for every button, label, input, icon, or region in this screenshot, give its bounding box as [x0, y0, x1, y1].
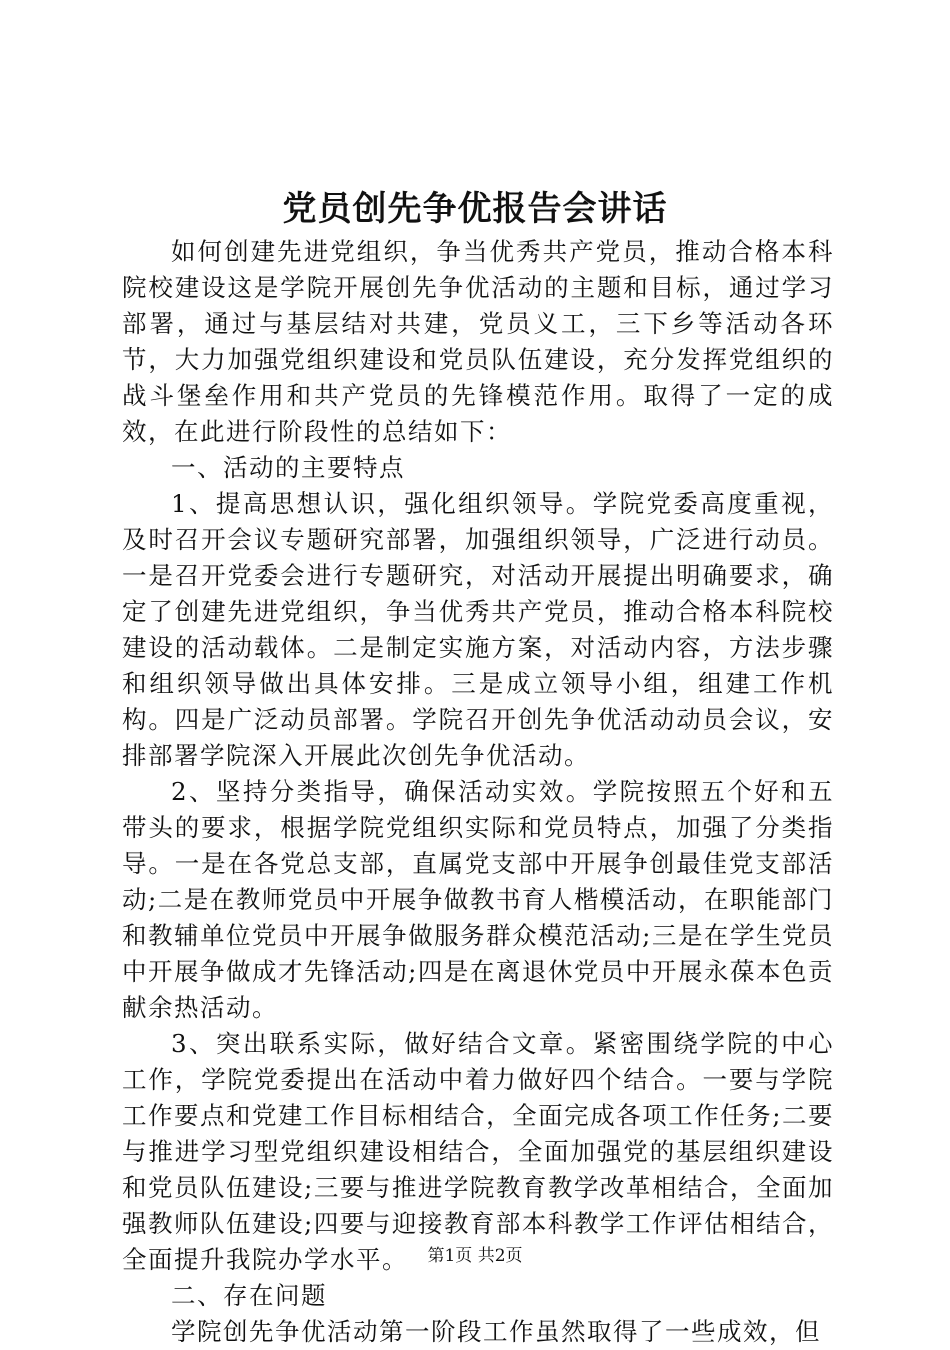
- section-heading-problems: 二、存在问题: [171, 1281, 327, 1310]
- intro-paragraph: 如何创建先进党组织，争当优秀共产党员，推动合格本科院校建设这是学院开展创先争优活动的主题和目标，通过学习部署，通过与基层结对共建，党员义工，三下乡等活动各环节，大力加强党组织建设和党员队伍建设，充分发挥党组织的战斗堡垒作用和共产党员的先锋模范作用。取得了一定的成效，在此进行阶段性的总结如下：: [122, 237, 834, 446]
- document-title: 党员创先争优报告会讲话: [282, 189, 668, 229]
- feature-paragraph-3: 3、突出联系实际，做好结合文章。紧密围绕学院的中心工作，学院党委提出在活动中着力做好四个结合。一要与学院工作要点和党建工作目标相结合，全面完成各项工作任务;二要与推进学习型党组织建设相结合，全面加强党的基层组织建设和党员队伍建设;三要与推进学院教育教学改革相结合，全面加强教师队伍建设;四要与迎接教育部本科教学工作评估相结合，全面提升我院办学水平。: [122, 1029, 834, 1274]
- document-body: [122, 234, 834, 1350]
- problems-paragraph: 学院创先争优活动第一阶段工作虽然取得了一些成效，但: [171, 1317, 821, 1346]
- section-heading-features: 一、活动的主要特点: [171, 453, 405, 482]
- feature-paragraph-1: 1、提高思想认识，强化组织领导。学院党委高度重视，及时召开会议专题研究部署，加强组织领导，广泛进行动员。一是召开党委会进行专题研究，对活动开展提出明确要求，确定了创建先进党组织，争当优秀共产党员，推动合格本科院校建设的活动载体。二是制定实施方案，对活动内容，方法步骤和组织领导做出具体安排。三是成立领导小组，组建工作机构。四是广泛动员部署。学院召开创先争优活动动员会议，安排部署学院深入开展此次创先争优活动。: [122, 489, 834, 770]
- page-footer: 第1页 共2页: [427, 1246, 523, 1266]
- feature-paragraph-2: 2、坚持分类指导，确保活动实效。学院按照五个好和五带头的要求，根据学院党组织实际和党员特点，加强了分类指导。一是在各党总支部，直属党支部中开展争创最佳党支部活动;二是在教师党员中开展争做教书育人楷模活动，在职能部门和教辅单位党员中开展争做服务群众模范活动;三是在学生党员中开展争做成才先锋活动;四是在离退休党员中开展永葆本色贡献余热活动。: [122, 777, 834, 1022]
